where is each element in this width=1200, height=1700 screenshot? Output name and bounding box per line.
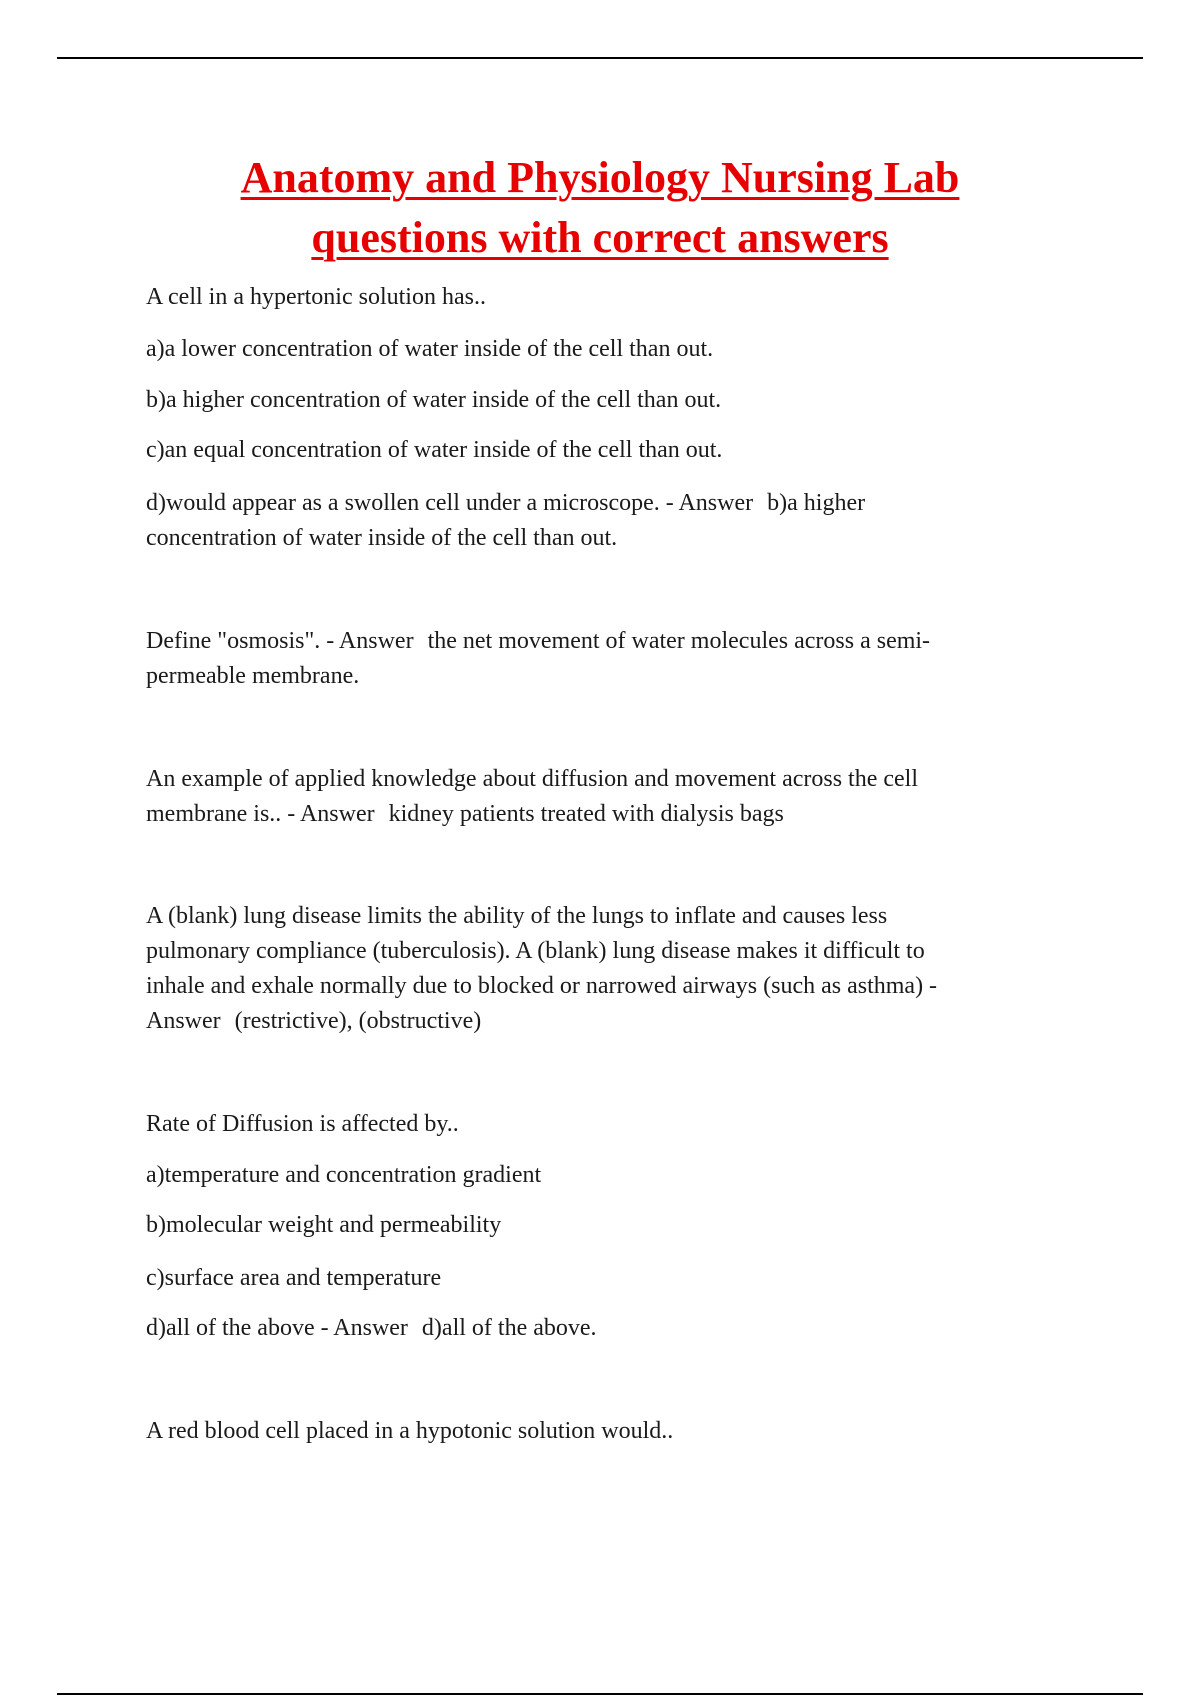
top-rule xyxy=(57,57,1143,59)
title-line-2: questions with correct answers xyxy=(311,213,889,262)
q4-line-3: inhale and exhale normally due to blocked or narrowed airways (such as asthma) - xyxy=(146,973,938,999)
q5-answer: d)all of the above. xyxy=(421,1315,597,1341)
q2-block xyxy=(146,624,1086,694)
q4-answer: (restrictive), (obstructive) xyxy=(234,1008,482,1034)
q3-block xyxy=(146,762,1086,832)
q1-option-d-answer xyxy=(146,486,1086,556)
q3-answer: kidney patients treated with dialysis bags xyxy=(388,801,784,827)
q2-answer-start: the net movement of water molecules across a semi- xyxy=(427,628,931,654)
q1-option-c: c)an equal concentration of water inside of the cell than out. xyxy=(146,437,723,463)
q2-question: Define "osmosis". - Answer xyxy=(146,628,414,654)
q3-question-line-1: An example of applied knowledge about diffusion and movement across the cell xyxy=(146,766,919,792)
q1-option-d: d)would appear as a swollen cell under a microscope. - Answer xyxy=(146,490,754,516)
q2-answer-rest: permeable membrane. xyxy=(146,663,360,689)
q1-answer-start: b)a higher xyxy=(767,490,866,516)
q5-option-b: b)molecular weight and permeability xyxy=(146,1212,502,1238)
q1-option-b: b)a higher concentration of water inside of the cell than out. xyxy=(146,387,722,413)
bottom-rule xyxy=(57,1693,1143,1695)
title-line-1: Anatomy and Physiology Nursing Lab xyxy=(240,153,960,202)
q5-prompt: Rate of Diffusion is affected by.. xyxy=(146,1111,459,1137)
q6-prompt: A red blood cell placed in a hypotonic solution would.. xyxy=(146,1418,674,1444)
q4-line-1: A (blank) lung disease limits the ability of the lungs to inflate and causes less xyxy=(146,903,888,929)
q5-option-c: c)surface area and temperature xyxy=(146,1265,442,1291)
page-title xyxy=(0,148,1200,268)
q4-answer-label: Answer xyxy=(146,1008,221,1034)
q4-block xyxy=(146,899,1086,1039)
q4-line-2: pulmonary compliance (tuberculosis). A (blank) lung disease makes it difficult to xyxy=(146,938,925,964)
q1-answer-rest: concentration of water inside of the cell than out. xyxy=(146,525,618,551)
q5-option-a: a)temperature and concentration gradient xyxy=(146,1162,542,1188)
q1-option-a: a)a lower concentration of water inside of the cell than out. xyxy=(146,336,714,362)
q3-question-line-2: membrane is.. - Answer xyxy=(146,801,375,827)
q5-option-d: d)all of the above - Answer xyxy=(146,1315,408,1341)
q5-option-d-answer xyxy=(146,1311,1086,1346)
q1-prompt: A cell in a hypertonic solution has.. xyxy=(146,284,486,310)
